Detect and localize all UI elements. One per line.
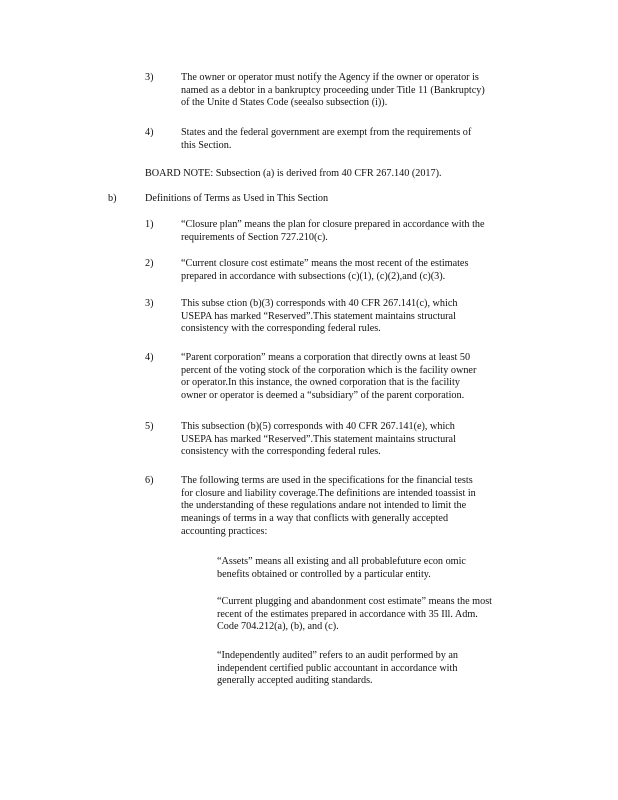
definition-number: 3) [145,298,154,309]
section-title: Definitions of Terms as Used in This Section [145,193,329,204]
item-number: 3) [145,72,154,83]
definition-number: 6) [145,475,154,486]
definition-text: The following terms are used in the specifications for the financial tests for closure and liability coverage.The definitions are intended toassist in the understanding of these regulations andare not intended to limit the meanings of terms in a way that conflicts with generally accepted accounting practices: [181,475,476,537]
definition-text: This subsection (b)(5) corresponds with 40 CFR 267.141(e), which USEPA has marked “Reserved”.This statement maintains structural consistency with the corresponding federal rules. [181,421,456,458]
item-text: States and the federal government are exempt from the requirements of this Section. [181,127,472,151]
definition-number: 2) [145,258,154,269]
item-number: 4) [145,127,154,138]
definition-text: “Current closure cost estimate” means the most recent of the estimates prepared in accordance with subsections (c)(1), (c)(2),and (c)(3). [181,258,469,282]
sub-definition-text: “Assets” means all existing and all probablefuture econ omic benefits obtained or controlled by a particular entity. [217,556,466,580]
section-number: b) [108,193,117,204]
definition-number: 4) [145,352,154,363]
definition-text: “Closure plan” means the plan for closure prepared in accordance with the requirements of Section 727.210(c). [181,219,485,243]
definition-number: 5) [145,421,154,432]
definition-text: “Parent corporation” means a corporation that directly owns at least 50 percent of the voting stock of the corporation which is the facility owner or operator.In this instance, the owned corporation that is the facility owner or operator is deemed a “subsidiary” of the parent corporation. [181,352,477,402]
definition-text: This subse ction (b)(3) corresponds with 40 CFR 267.141(c), which USEPA has marked “Reserved”.This statement maintains structural consistency with the corresponding federal rules. [181,298,458,335]
item-text: The owner or operator must notify the Agency if the owner or operator is named as a debtor in a bankruptcy proceeding under Title 11 (Bankruptcy) of the Unite d States Code (seealso subsection (i)). [181,72,485,109]
sub-definition-text: “Current plugging and abandonment cost estimate” means the most recent of the estimates prepared in accordance with 35 Ill. Adm. Code 704.212(a), (b), and (c). [217,596,492,633]
board-note: BOARD NOTE: Subsection (a) is derived from 40 CFR 267.140 (2017). [145,168,442,179]
definition-number: 1) [145,219,154,230]
sub-definition-text: “Independently audited” refers to an audit performed by an independent certified public accountant in accordance with generally accepted auditing standards. [217,650,459,687]
